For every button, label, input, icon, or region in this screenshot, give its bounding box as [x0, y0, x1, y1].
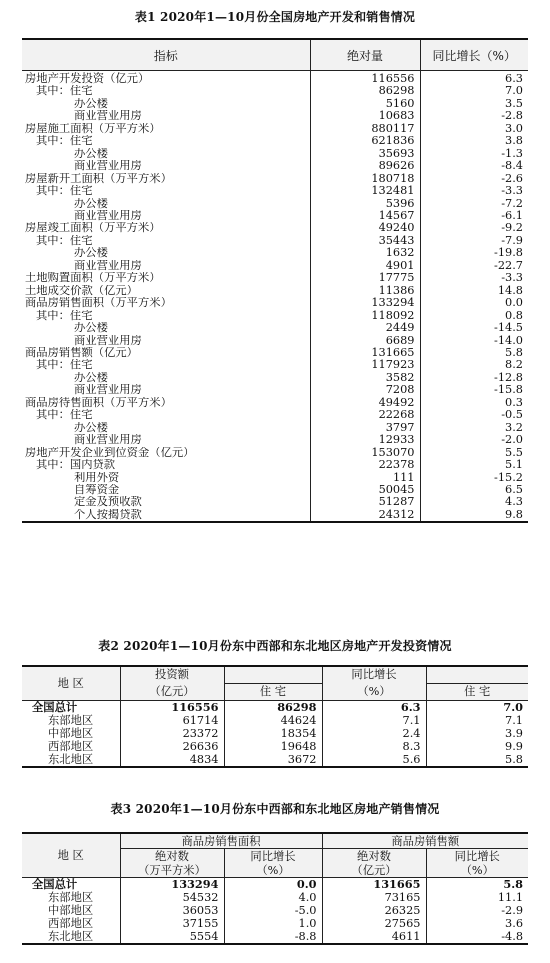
region-label: 全国总计	[32, 700, 78, 714]
indicator-label: 房屋竣工面积（万平方米）	[25, 222, 161, 235]
indicator-label: 商业营业用房	[74, 160, 142, 173]
table3-body	[22, 878, 528, 945]
absolute-value: 51287	[310, 496, 420, 508]
indicator-label: 办公楼	[74, 197, 108, 210]
table1-row	[22, 123, 528, 135]
table3-title: 表3 2020年1—10月份东中西部和东北地区房地产销售情况	[110, 802, 440, 816]
yoy-growth: 8.2	[420, 359, 528, 371]
residential-value: 44624	[224, 714, 322, 727]
table1-row	[22, 160, 528, 172]
investment-value: 61714	[120, 714, 224, 727]
indicator-label: 房屋施工面积（万平方米）	[25, 122, 161, 135]
yoy-growth: 6.5	[420, 484, 528, 496]
yoy-growth: -2.6	[420, 173, 528, 185]
sales-area-value: 133294	[120, 878, 224, 892]
region-label: 中部地区	[48, 727, 94, 740]
table1-row	[22, 148, 528, 160]
absolute-value: 117923	[310, 359, 420, 371]
absolute-value: 17775	[310, 272, 420, 284]
yoy-growth: -9.2	[420, 222, 528, 234]
absolute-value: 35443	[310, 235, 420, 247]
table1-row	[22, 260, 528, 272]
sales-area-value: 54532	[120, 891, 224, 904]
absolute-value: 118092	[310, 310, 420, 322]
table1-row	[22, 173, 528, 185]
sales-area-value: 5554	[120, 930, 224, 944]
residential-growth: 7.0	[426, 701, 528, 715]
indicator-label: 个人按揭贷款	[74, 508, 142, 521]
yoy-growth: -8.4	[420, 160, 528, 172]
indicator-label: 房屋新开工面积（万平方米）	[25, 172, 172, 185]
indicator-label: 办公楼	[74, 97, 108, 110]
indicator-label: 商业营业用房	[74, 110, 142, 123]
yoy-growth: 0.0	[420, 297, 528, 309]
residential-growth: 3.9	[426, 727, 528, 740]
table1-row	[22, 285, 528, 297]
absolute-value: 5160	[310, 98, 420, 110]
absolute-value: 10683	[310, 110, 420, 122]
table1-row	[22, 484, 528, 496]
table3-header-sales-growth: 同比增长	[426, 849, 528, 864]
yoy-growth: 3.5	[420, 98, 528, 110]
absolute-value: 22378	[310, 459, 420, 471]
sales-area-growth: -8.8	[224, 930, 322, 944]
absolute-value: 11386	[310, 285, 420, 297]
yoy-growth: 7.0	[420, 85, 528, 97]
table3-header-sales-growth-unit: （%）	[426, 863, 528, 878]
absolute-value: 49240	[310, 222, 420, 234]
table3-header-sales: 商品房销售额	[322, 833, 528, 849]
sales-amount-value: 27565	[322, 917, 426, 930]
sales-amount-growth: 3.6	[426, 917, 528, 930]
yoy-growth: 14.8	[420, 285, 528, 297]
region-label: 东北地区	[48, 753, 94, 766]
yoy-growth: 4.3	[420, 496, 528, 508]
region-label: 西部地区	[48, 917, 94, 930]
table1-row	[22, 335, 528, 347]
indicator-label: 其中：住宅	[36, 234, 93, 247]
absolute-value: 3797	[310, 422, 420, 434]
table1-row	[22, 447, 528, 459]
residential-growth: 5.8	[426, 753, 528, 767]
table1-row	[22, 359, 528, 371]
investment-growth: 2.4	[322, 727, 426, 740]
yoy-growth: -7.9	[420, 235, 528, 247]
table2-body	[22, 701, 528, 768]
absolute-value: 132481	[310, 185, 420, 197]
indicator-label: 其中：住宅	[36, 185, 93, 198]
indicator-label: 房地产开发投资（亿元）	[25, 72, 150, 85]
table1-row	[22, 210, 528, 222]
investment-growth: 6.3	[322, 701, 426, 715]
sales-area-growth: 4.0	[224, 891, 322, 904]
yoy-growth: -0.5	[420, 409, 528, 421]
table1-row	[22, 384, 528, 396]
indicator-label: 利用外资	[74, 471, 120, 484]
indicator-label: 土地购置面积（万平方米）	[25, 272, 161, 285]
indicator-label: 办公楼	[74, 322, 108, 335]
sales-area-growth: 1.0	[224, 917, 322, 930]
table2-row	[22, 727, 528, 740]
table1-row	[22, 496, 528, 508]
absolute-value: 2449	[310, 322, 420, 334]
sales-amount-value: 73165	[322, 891, 426, 904]
yoy-growth: -14.5	[420, 322, 528, 334]
table3-header-area-growth: 同比增长	[224, 849, 322, 864]
yoy-growth: 5.5	[420, 447, 528, 459]
table1-row	[22, 297, 528, 309]
absolute-value: 880117	[310, 123, 420, 135]
sales-amount-value: 131665	[322, 878, 426, 892]
table1-row	[22, 85, 528, 97]
table1-row	[22, 422, 528, 434]
table1-row	[22, 272, 528, 284]
absolute-value: 24312	[310, 509, 420, 522]
table1-row	[22, 409, 528, 421]
table2-row	[22, 740, 528, 753]
table1-row	[22, 71, 528, 86]
yoy-growth: 0.3	[420, 397, 528, 409]
table2-header-residential: 住 宅	[224, 684, 322, 701]
investment-value: 116556	[120, 701, 224, 715]
indicator-label: 其中：住宅	[36, 359, 93, 372]
yoy-growth: -15.2	[420, 472, 528, 484]
region-label: 中部地区	[48, 904, 94, 917]
yoy-growth: 5.1	[420, 459, 528, 471]
yoy-growth: -1.3	[420, 148, 528, 160]
investment-value: 23372	[120, 727, 224, 740]
yoy-growth: 3.0	[420, 123, 528, 135]
yoy-growth: 9.8	[420, 509, 528, 522]
absolute-value: 89626	[310, 160, 420, 172]
investment-growth: 5.6	[322, 753, 426, 767]
table3-header-area: 商品房销售面积	[120, 833, 322, 849]
residential-value: 19648	[224, 740, 322, 753]
table2-row	[22, 701, 528, 715]
region-label: 东部地区	[48, 891, 94, 904]
absolute-value: 49492	[310, 397, 420, 409]
table1-row	[22, 247, 528, 259]
table3-header-area-unit: （万平方米）	[120, 863, 224, 878]
indicator-label: 办公楼	[74, 147, 108, 160]
investment-value: 26636	[120, 740, 224, 753]
yoy-growth: 6.3	[420, 71, 528, 86]
yoy-growth: -7.2	[420, 198, 528, 210]
yoy-growth: 3.8	[420, 135, 528, 147]
absolute-value: 3582	[310, 372, 420, 384]
table2	[22, 665, 528, 768]
table1	[22, 38, 528, 523]
table3-header-area-abs: 绝对数	[120, 849, 224, 864]
sales-area-value: 37155	[120, 917, 224, 930]
table1-row	[22, 185, 528, 197]
sales-amount-growth: 11.1	[426, 891, 528, 904]
table2-header-region: 地 区	[22, 666, 120, 701]
table3-header-sales-unit: （亿元）	[322, 863, 426, 878]
table3-row	[22, 891, 528, 904]
sales-area-growth: -5.0	[224, 904, 322, 917]
indicator-label: 其中：国内贷款	[36, 459, 116, 472]
absolute-value: 86298	[310, 85, 420, 97]
table3-header-area-growth-unit: （%）	[224, 863, 322, 878]
indicator-label: 土地成交价款（亿元）	[25, 284, 138, 297]
indicator-label: 商业营业用房	[74, 334, 142, 347]
table2-header-invest-unit: （亿元）	[120, 684, 224, 701]
table1-header-value: 绝对量	[310, 39, 420, 71]
residential-value: 18354	[224, 727, 322, 740]
absolute-value: 153070	[310, 447, 420, 459]
indicator-label: 商品房销售面积（万平方米）	[25, 297, 172, 310]
table1-row	[22, 509, 528, 522]
yoy-growth: -2.8	[420, 110, 528, 122]
table1-row	[22, 459, 528, 471]
sales-amount-growth: -4.8	[426, 930, 528, 944]
indicator-label: 房地产开发企业到位资金（亿元）	[25, 446, 195, 459]
table2-header-growth-unit: （%）	[322, 684, 426, 701]
indicator-label: 商业营业用房	[74, 259, 142, 272]
indicator-label: 其中：住宅	[36, 309, 93, 322]
yoy-growth: 0.8	[420, 310, 528, 322]
indicator-label: 办公楼	[74, 371, 108, 384]
sales-area-value: 36053	[120, 904, 224, 917]
absolute-value: 35693	[310, 148, 420, 160]
table1-row	[22, 235, 528, 247]
sales-area-growth: 0.0	[224, 878, 322, 892]
table1-body	[22, 71, 528, 523]
table1-row	[22, 98, 528, 110]
residential-growth: 7.1	[426, 714, 528, 727]
table1-row	[22, 198, 528, 210]
absolute-value: 14567	[310, 210, 420, 222]
sales-amount-value: 4611	[322, 930, 426, 944]
indicator-label: 其中：住宅	[36, 135, 93, 148]
absolute-value: 12933	[310, 434, 420, 446]
table2-header-residential-growth: 住 宅	[426, 684, 528, 701]
absolute-value: 621836	[310, 135, 420, 147]
table3-row	[22, 930, 528, 944]
sales-amount-value: 26325	[322, 904, 426, 917]
region-label: 东北地区	[48, 930, 94, 943]
table1-title: 表1 2020年1—10月份全国房地产开发和销售情况	[134, 10, 416, 24]
absolute-value: 5396	[310, 198, 420, 210]
region-label: 西部地区	[48, 740, 94, 753]
yoy-growth: -19.8	[420, 247, 528, 259]
yoy-growth: -14.0	[420, 335, 528, 347]
indicator-label: 其中：住宅	[36, 409, 93, 422]
table1-row	[22, 110, 528, 122]
yoy-growth: -3.3	[420, 272, 528, 284]
table1-header-growth: 同比增长（%）	[420, 39, 528, 71]
indicator-label: 商品房待售面积（万平方米）	[25, 396, 172, 409]
table1-row	[22, 135, 528, 147]
table2-header-invest: 投资额	[120, 666, 224, 684]
residential-value: 3672	[224, 753, 322, 767]
yoy-growth: -15.8	[420, 384, 528, 396]
indicator-label: 其中：住宅	[36, 85, 93, 98]
table3-row	[22, 878, 528, 892]
absolute-value: 133294	[310, 297, 420, 309]
table3-row	[22, 917, 528, 930]
absolute-value: 6689	[310, 335, 420, 347]
table1-row	[22, 372, 528, 384]
indicator-label: 自筹资金	[74, 483, 120, 496]
yoy-growth: 3.2	[420, 422, 528, 434]
yoy-growth: 5.8	[420, 347, 528, 359]
residential-growth: 9.9	[426, 740, 528, 753]
indicator-label: 商业营业用房	[74, 384, 142, 397]
table1-row	[22, 347, 528, 359]
table1-row	[22, 472, 528, 484]
table2-title: 表2 2020年1—10月份东中西部和东北地区房地产开发投资情况	[98, 639, 452, 653]
table3-row	[22, 904, 528, 917]
table1-row	[22, 434, 528, 446]
sales-amount-growth: 5.8	[426, 878, 528, 892]
region-label: 全国总计	[32, 877, 78, 891]
indicator-label: 商业营业用房	[74, 434, 142, 447]
indicator-label: 商品房销售额（亿元）	[25, 346, 138, 359]
absolute-value: 7208	[310, 384, 420, 396]
investment-value: 4834	[120, 753, 224, 767]
indicator-label: 商业营业用房	[74, 209, 142, 222]
table1-header-indicator: 指标	[22, 39, 310, 71]
absolute-value: 131665	[310, 347, 420, 359]
yoy-growth: -12.8	[420, 372, 528, 384]
absolute-value: 116556	[310, 71, 420, 86]
yoy-growth: -6.1	[420, 210, 528, 222]
table2-header-growth: 同比增长	[322, 666, 426, 684]
absolute-value: 111	[310, 472, 420, 484]
absolute-value: 4901	[310, 260, 420, 272]
yoy-growth: -22.7	[420, 260, 528, 272]
table2-row	[22, 753, 528, 767]
residential-value: 86298	[224, 701, 322, 715]
investment-growth: 7.1	[322, 714, 426, 727]
sales-amount-growth: -2.9	[426, 904, 528, 917]
absolute-value: 180718	[310, 173, 420, 185]
indicator-label: 办公楼	[74, 421, 108, 434]
table3-header-sales-abs: 绝对数	[322, 849, 426, 864]
table1-row	[22, 322, 528, 334]
absolute-value: 22268	[310, 409, 420, 421]
yoy-growth: -3.3	[420, 185, 528, 197]
table1-row	[22, 397, 528, 409]
table1-row	[22, 310, 528, 322]
table1-row	[22, 222, 528, 234]
investment-growth: 8.3	[322, 740, 426, 753]
yoy-growth: -2.0	[420, 434, 528, 446]
table2-row	[22, 714, 528, 727]
absolute-value: 1632	[310, 247, 420, 259]
region-label: 东部地区	[48, 714, 94, 727]
indicator-label: 定金及预收款	[74, 496, 142, 509]
table3	[22, 832, 528, 945]
indicator-label: 办公楼	[74, 247, 108, 260]
table3-header-region: 地 区	[22, 833, 120, 878]
absolute-value: 50045	[310, 484, 420, 496]
